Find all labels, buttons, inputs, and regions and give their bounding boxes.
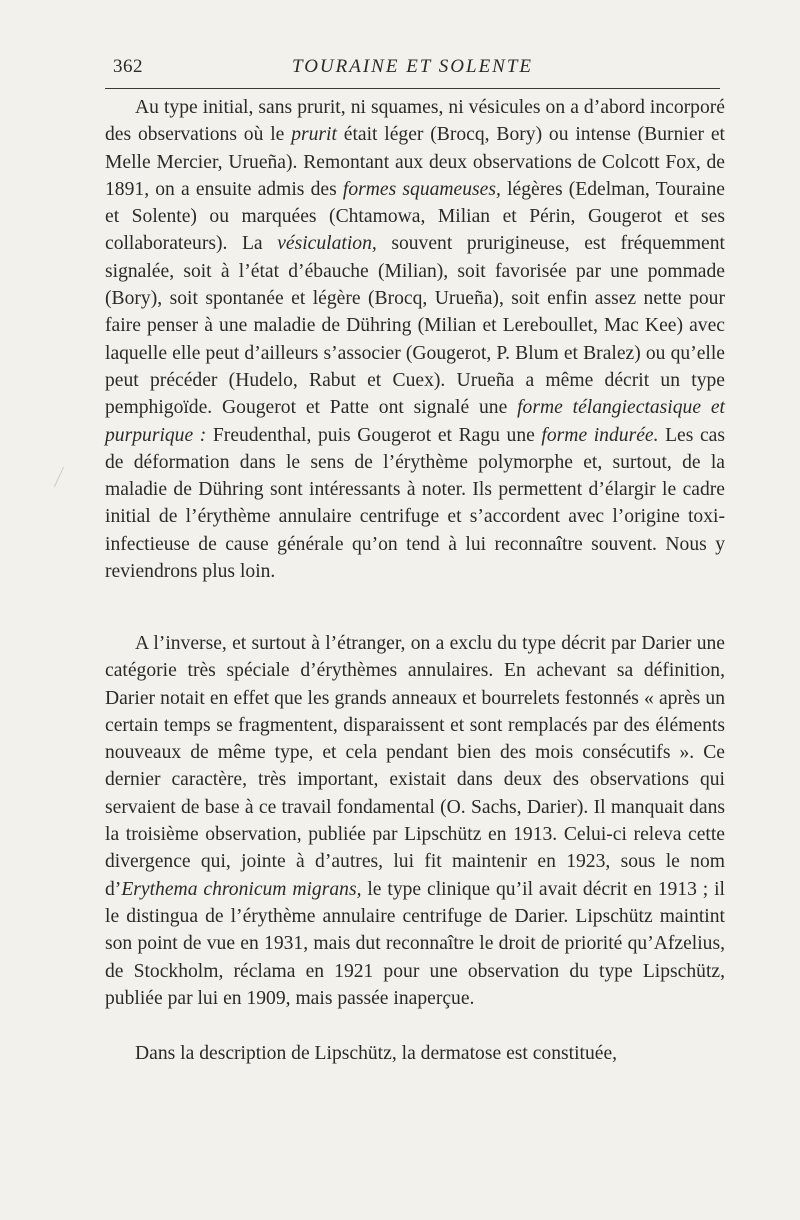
paragraph-text — [105, 1040, 725, 1067]
running-title: TOURAINE ET SOLENTE — [291, 56, 534, 77]
header-rule — [105, 88, 720, 89]
text-run: le type clinique qu’il avait décrit en 1913 ; il le distingua de l’érythème annulaire centrifuge de Darier. Lipschütz maintint son point de vue en 1931, mais dut reconnaître le droit de priorité qu’Afzelius, de Stockholm, réclama en 1921 pour une observation du type Lipschütz, publiée par lui en 1909, mais passée inaperçue. — [105, 878, 725, 1009]
margin-mark — [54, 467, 73, 492]
paragraph-text — [105, 94, 725, 585]
text-run: Dans la description de Lipschütz, la dermatose est constituée, — [135, 1043, 618, 1064]
italic-text: formes squameuses, — [342, 178, 501, 200]
text-run: A l’inverse, et surtout à l’étranger, on a exclu du type décrit par Darier une catégorie très spéciale d’érythèmes annulaires. En achevant sa définition, Darier notait en effet que les grands anneaux et bourrelets festonnés « après un certain temps se fragmentent, disparaissent et sont remplacés par des éléments nouveaux de même type, et cela pendant bien des mois consécutifs ». Ce dernier caractère, très important, existait dans deux des observations qui servaient de base à ce travail fondamental (O. Sachs, Darier). Il manquait dans la troisième observation, publiée par Lipschütz en 1913. Celui-ci releva cette divergence qui, jointe à d’autres, lui fit maintenir en 1923, sous le nom d’ — [105, 633, 725, 900]
italic-text: prurit — [291, 124, 337, 146]
italic-text: forme télangiectasique et purpurique : — [105, 397, 725, 446]
text-run: Au type initial, sans prurit, ni squames, ni vésicules on a d’abord incorporé des observations où le — [105, 97, 725, 146]
page-header — [105, 56, 720, 84]
paragraph-1 — [105, 94, 725, 585]
italic-text: vésiculation, — [277, 233, 377, 255]
paragraph-3 — [105, 1040, 725, 1067]
text-run: Freudenthal, puis Gougerot et Ragu une — [206, 424, 542, 446]
paragraph-2 — [105, 630, 725, 1012]
text-run: était léger (Brocq, Bory) ou intense (Burnier et Melle Mercier, Urueña). Remontant aux deux observations de Colcott Fox, de 1891, on a ensuite admis des — [105, 124, 725, 200]
italic-text: Erythema chronicum migrans, — [121, 878, 362, 900]
paragraph-text — [105, 630, 725, 1012]
text-run: Les cas de déformation dans le sens de l’érythème polymorphe et, surtout, de la maladie de Dühring sont intéressants à noter. Ils permettent d’élargir le cadre initial de l’érythème annulaire centrifuge et s’accordent avec l’origine toxi-infectieuse de cause générale qu’on tend à lui reconnaître souvent. Nous y reviendrons plus loin. — [105, 424, 725, 583]
text-run: souvent prurigineuse, est fréquemment signalée, soit à l’état d’ébauche (Milian), soit favorisée par une pommade (Bory), soit spontanée et légère (Brocq, Urueña), soit enfin assez nette pour faire penser à une maladie de Dühring (Milian et Lereboullet, Mac Kee) avec laquelle elle peut d’ailleurs s’associer (Gougerot, P. Blum et Bralez) ou qu’elle peut précéder (Hudelo, Rabut et Cuex). Urueña a même décrit un type pemphigoïde. Gougerot et Patte ont signalé une — [105, 233, 725, 419]
italic-text: forme indurée. — [541, 424, 659, 446]
text-run: légères (Edelman, Touraine et Solente) ou marquées (Chtamowa, Milian et Périn, Gougerot et ses collaborateurs). La — [105, 178, 725, 255]
page-number: 362 — [113, 56, 143, 77]
